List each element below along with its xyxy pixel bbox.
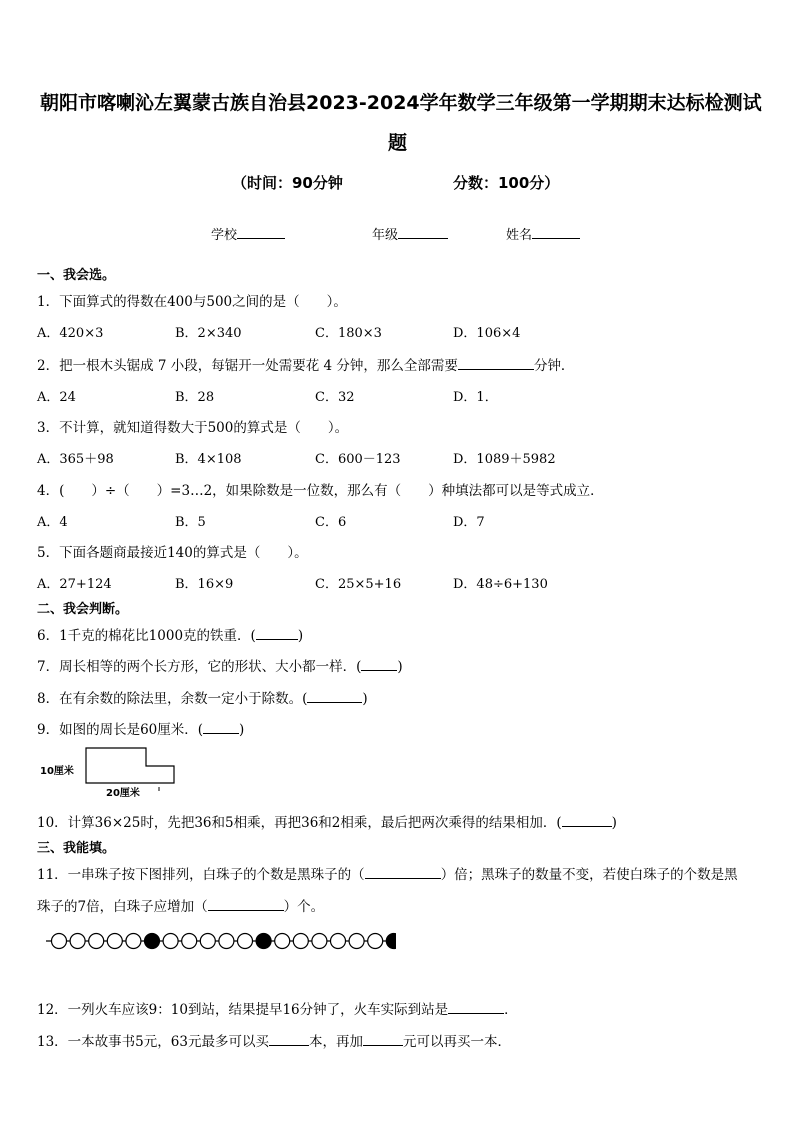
q1-option-d[interactable]: D．106×4 bbox=[453, 326, 521, 341]
q3-option-b[interactable]: B．4×108 bbox=[175, 452, 242, 467]
q7-close: ) bbox=[397, 659, 403, 675]
black-bead bbox=[256, 934, 271, 949]
white-bead bbox=[368, 934, 383, 949]
q12-blank[interactable] bbox=[448, 999, 504, 1014]
question-9 bbox=[37, 718, 244, 738]
question-3: 3．不计算，就知道得数大于500的算式是（ ）。 bbox=[37, 420, 349, 436]
q11-blank-1[interactable] bbox=[365, 864, 441, 879]
school-label: 学校 bbox=[211, 228, 238, 243]
q5-option-a[interactable]: A．27+124 bbox=[37, 577, 112, 592]
white-bead bbox=[349, 934, 364, 949]
question-6 bbox=[37, 624, 303, 644]
white-bead bbox=[238, 934, 253, 949]
white-bead bbox=[70, 934, 85, 949]
page-title-line1: 朝阳市喀喇沁左翼蒙古族自治县2023-2024学年数学三年级第一学期期末达标检测试 bbox=[40, 92, 762, 114]
white-bead bbox=[163, 934, 178, 949]
q11-text-b: ）倍；黑珠子的数量不变，若使白珠子的个数是黑 bbox=[440, 867, 738, 883]
q6-text: 6．1千克的棉花比1000克的铁重．( bbox=[37, 628, 256, 644]
q2-option-d[interactable]: D．1． bbox=[453, 390, 498, 405]
q8-text: 8．在有余数的除法里，余数一定小于除数。( bbox=[37, 691, 308, 707]
q5-option-c[interactable]: C．25×5+16 bbox=[315, 577, 402, 592]
q9-height-label: 10厘米 bbox=[40, 766, 74, 777]
white-bead bbox=[107, 934, 122, 949]
question-13 bbox=[37, 1030, 511, 1050]
page-title-line2: 题 bbox=[388, 132, 408, 154]
bead-string-figure bbox=[44, 930, 396, 952]
q8-blank[interactable] bbox=[307, 688, 362, 703]
q1-option-b[interactable]: B．2×340 bbox=[175, 326, 242, 341]
q12-text: 12．一列火车应该9：10到站，结果提早16分钟了，火车实际到站是 bbox=[37, 1002, 449, 1018]
exam-score: 分数：100分） bbox=[453, 174, 560, 192]
section-choice: 一、我会选。 bbox=[37, 268, 116, 283]
question-11-line1 bbox=[37, 863, 738, 883]
q10-text: 10．计算36×25时，先把36和5相乘，再把36和2相乘，最后把两次乘得的结果相加．( bbox=[37, 815, 562, 831]
question-4: 4．( ）÷（ ）=3…2，如果除数是一位数，那么有（ ）种填法都可以是等式成立． bbox=[37, 483, 604, 499]
grade-field bbox=[372, 224, 448, 243]
q13-blank-1[interactable] bbox=[269, 1031, 309, 1046]
white-bead bbox=[182, 934, 197, 949]
q3-option-d[interactable]: D．1089＋5982 bbox=[453, 452, 556, 467]
q9-outline bbox=[86, 748, 174, 783]
q11-text-a: 11．一串珠子按下图排列，白珠子的个数是黑珠子的（ bbox=[37, 867, 365, 883]
black-bead bbox=[145, 934, 160, 949]
question-7 bbox=[37, 655, 403, 675]
q11-text-d: ）个。 bbox=[283, 899, 325, 915]
grade-label: 年级 bbox=[372, 228, 399, 243]
q2-text: 2．把一根木头锯成 7 小段，每锯开一处需要花 4 分钟，那么全部需要 bbox=[37, 358, 458, 374]
question-5: 5．下面各题商最接近140的算式是（ ）。 bbox=[37, 545, 308, 561]
name-label: 姓名 bbox=[506, 228, 533, 243]
q3-option-c[interactable]: C．600－123 bbox=[315, 452, 401, 467]
q2-blank[interactable] bbox=[458, 355, 534, 370]
q8-close: ) bbox=[362, 691, 368, 707]
exam-time: （时间：90分钟 bbox=[232, 174, 343, 192]
section-judge: 二、我会判断。 bbox=[37, 602, 129, 617]
q2-option-a[interactable]: A．24 bbox=[37, 390, 76, 405]
section-fill: 三、我能填。 bbox=[37, 841, 116, 856]
white-bead bbox=[200, 934, 215, 949]
q1-option-a[interactable]: A．420×3 bbox=[37, 326, 104, 341]
school-blank[interactable] bbox=[237, 224, 285, 239]
q9-close: ) bbox=[239, 722, 245, 738]
name-blank[interactable] bbox=[532, 224, 580, 239]
white-bead bbox=[89, 934, 104, 949]
q13-blank-2[interactable] bbox=[363, 1031, 403, 1046]
q10-close: ) bbox=[611, 815, 617, 831]
q12-end: ． bbox=[504, 1002, 518, 1018]
question-1: 1．下面算式的得数在400与500之间的是（ ）。 bbox=[37, 294, 347, 310]
question-8 bbox=[37, 687, 368, 707]
q13-text-b: 本，再加 bbox=[308, 1034, 363, 1050]
q3-option-a[interactable]: A．365＋98 bbox=[37, 452, 114, 467]
white-bead bbox=[293, 934, 308, 949]
q4-option-c[interactable]: C．6 bbox=[315, 515, 347, 530]
q13-text-c: 元可以再买一本． bbox=[402, 1034, 511, 1050]
q13-text-a: 13．一本故事书5元，63元最多可以买 bbox=[37, 1034, 269, 1050]
q6-blank[interactable] bbox=[256, 625, 298, 640]
q5-option-d[interactable]: D．48÷6+130 bbox=[453, 577, 548, 592]
q10-blank[interactable] bbox=[562, 812, 612, 827]
q4-option-a[interactable]: A．4 bbox=[37, 515, 68, 530]
q2-unit: 分钟． bbox=[533, 358, 575, 374]
white-bead bbox=[126, 934, 141, 949]
q9-width-label: 20厘米 bbox=[106, 788, 140, 799]
q2-option-b[interactable]: B．28 bbox=[175, 390, 215, 405]
black-bead bbox=[386, 934, 396, 949]
q2-option-c[interactable]: C．32 bbox=[315, 390, 355, 405]
question-12 bbox=[37, 998, 518, 1018]
q5-option-b[interactable]: B．16×9 bbox=[175, 577, 234, 592]
white-bead bbox=[312, 934, 327, 949]
q9-text: 9．如图的周长是60厘米．( bbox=[37, 722, 204, 738]
q7-text: 7．周长相等的两个长方形，它的形状、大小都一样．( bbox=[37, 659, 362, 675]
question-10 bbox=[37, 811, 617, 831]
q6-close: ) bbox=[297, 628, 304, 644]
q11-blank-2[interactable] bbox=[208, 896, 284, 911]
white-bead bbox=[52, 934, 67, 949]
white-bead bbox=[275, 934, 290, 949]
question-2 bbox=[37, 354, 574, 374]
grade-blank[interactable] bbox=[398, 224, 448, 239]
school-field bbox=[211, 224, 285, 243]
q11-text-c: 珠子的7倍，白珠子应增加（ bbox=[37, 899, 208, 915]
name-field bbox=[506, 224, 580, 243]
q9-blank[interactable] bbox=[203, 719, 239, 734]
q4-option-b[interactable]: B．5 bbox=[175, 515, 206, 530]
question-11-line2 bbox=[37, 895, 324, 915]
q1-option-c[interactable]: C．180×3 bbox=[315, 326, 382, 341]
q7-blank[interactable] bbox=[361, 656, 397, 671]
white-bead bbox=[219, 934, 234, 949]
q4-option-d[interactable]: D．7 bbox=[453, 515, 485, 530]
white-bead bbox=[331, 934, 346, 949]
